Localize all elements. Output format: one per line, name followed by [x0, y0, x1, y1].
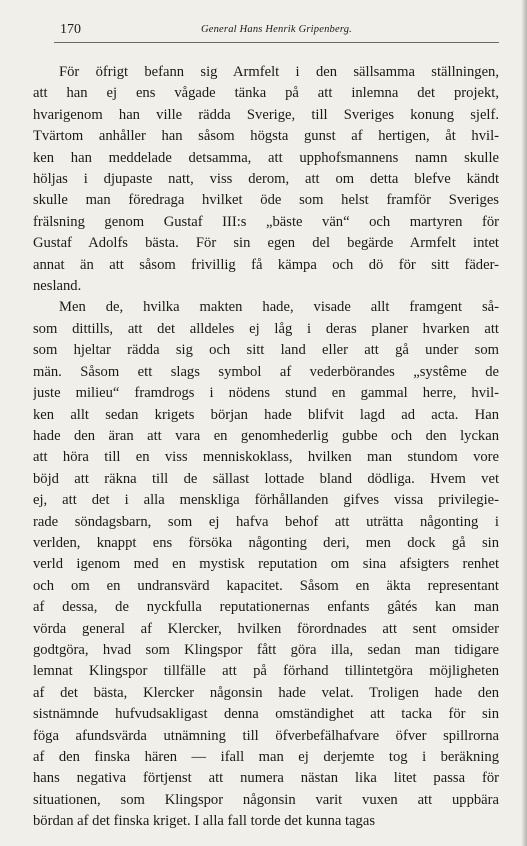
text-line: att han ej ens vågade tänka på att inlemna det projekt,	[33, 85, 499, 102]
text-line: Gustaf Adolfs bästa. För sin egen del begärde Armfelt intet	[33, 235, 499, 252]
paragraph	[33, 297, 499, 832]
text-line: som dittills, att det alldeles ej låg i deras planer hvarken att	[33, 320, 499, 337]
text-line: bördan af det finska kriget. I alla fall torde det kunna tagas	[33, 813, 376, 830]
text-line: af dessa, de nyckfulla reputationernas enfants gâtés kan man	[33, 599, 499, 616]
running-head: General Hans Henrik Gripenberg.	[200, 24, 353, 35]
text-line: sistnämnde hufvudsakligast denna omständighet att tacka för sin	[33, 706, 499, 723]
text-line: hade den äran att vara en genomhederlig gubbe och den lyckan	[33, 427, 499, 444]
text-line: juste milieu“ framdrogs i nödens stund en gammal herre, hvil-	[33, 385, 499, 402]
text-line: höljas i djupaste natt, viss derom, att om detta blefve kändt	[33, 171, 499, 188]
text-line: lemnat Klingspor tillfälle att på förhand tillintetgöra möjligheten	[33, 663, 499, 680]
text-line: ken han meddelade detsamma, att upphofsmannens namn skulle	[33, 149, 499, 166]
text-line: böjd att räkna till de sällast lottade bland dödliga. Hvem vet	[33, 470, 499, 487]
text-line: att höra till en viss menniskoklass, hvilken man stundom vore	[33, 449, 499, 466]
text-line: som hjeltar rädda sig och sitt land eller att gå under som	[33, 342, 499, 359]
body-text	[33, 62, 499, 833]
text-line: af det bästa, Klercker någonsin hade velat. Troligen hade den	[33, 684, 499, 701]
text-line: frälsning genom Gustaf III:s „bäste vän“ och martyren för	[33, 213, 499, 230]
text-line: godtgöra, hvad som Klingspor fått göra illa, sedan man tidigare	[33, 641, 499, 658]
text-line: För öfrigt befann sig Armfelt i den sällsamma ställningen,	[59, 64, 499, 80]
text-line: situationen, som Klingspor någonsin varit vuxen att uppbära	[33, 791, 499, 808]
text-line: Tvärtom anhåller han såsom högsta gunst af hertigen, åt hvil-	[33, 128, 499, 145]
paragraph	[33, 62, 499, 297]
text-line: ej, att det i alla menskliga förhållanden gifves vissa privilegie-	[33, 492, 499, 509]
text-line: verlden, knappt ens försöka någonting deri, men dock gå sin	[33, 534, 499, 551]
text-line: ken allt sedan krigets början hade blifvit lagd ad acta. Han	[33, 406, 499, 423]
text-line: och om en undransvärd kapacitet. Såsom en äkta representant	[33, 577, 499, 594]
page-edge-shadow	[521, 0, 527, 846]
text-line: föga afundsvärda utnämning till öfverbefälhafvare öfver spillrorna	[33, 727, 499, 744]
page-header	[54, 20, 499, 43]
text-line: hvarigenom han ville rädda Sverige, till Sveriges konung sjelf.	[33, 106, 499, 123]
page-number: 170	[60, 22, 81, 37]
text-line: af den finska hären — ifall man ej derjemte tog i beräkning	[33, 749, 499, 765]
text-line: annat än att såsom frivillig få kämpa och dö för sitt fäder-	[33, 256, 499, 273]
text-line: skulle man föredraga hvilket öde som helst framför Sveriges	[33, 192, 499, 209]
text-line: nesland.	[33, 278, 82, 295]
text-line: vörda general af Klercker, hvilken förordnades att sent omsider	[33, 620, 499, 637]
text-line: rade söndagsbarn, som ej hafva behof att uträtta någonting i	[33, 513, 499, 530]
text-line: Men de, hvilka makten hade, visade allt framgent så-	[59, 299, 499, 316]
text-line: hans negativa förtjenst att numera nästan lika litet passa för	[33, 770, 499, 787]
text-line: män. Såsom ett slags symbol af vederbörandes „systême de	[33, 363, 499, 380]
text-line: verld igenom med en mystisk reputation om sina afsigters renhet	[33, 556, 499, 573]
